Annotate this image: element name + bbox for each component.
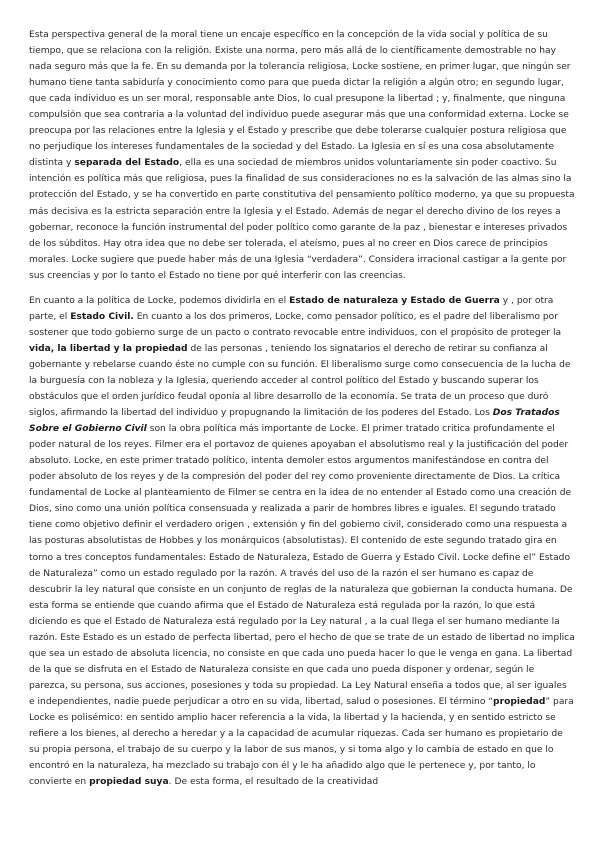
paragraph-religion-tolerance <box>29 27 575 284</box>
paragraph-text: y , por otra parte, el <box>29 295 554 322</box>
paragraph-text: En cuanto a la política de Locke, podemos dividirla en el <box>29 295 290 306</box>
paragraph-locke-politics <box>29 293 575 790</box>
emphasized-text: propiedad <box>493 696 546 707</box>
paragraph-text: En cuanto a los dos primeros, Locke, como pensador político, es el padre del liberalismo por sostener que todo gobierno surge de un pacto o contrato revocable entre individuos, con el propósito de proteger la <box>29 311 562 338</box>
emphasized-text: separada del Estado <box>74 158 180 169</box>
emphasized-text: Estado Civil. <box>70 311 134 322</box>
paragraph-text: son la obra política más importante de Locke. El primer tratado critica profundamente el poder natural de los reyes. Filmer era el portavoz de quienes apoyaban el absolutismo real y la justificación del poder absoluto. Locke, en este primer tratado político, intenta demoler estos argumentos manifestándose en contra del poder absoluto de los reyes y de la compresión del poder del rey como proveniente directamente de Dios. La crítica fundamental de Locke al planteamiento de Filmer se centra en la idea de no entender al Estado como una creación de Dios, sino como una unión política consensuada y realizada a parir de hombres libres e iguales. El segundo tratado tiene como objetivo definir el verdadero origen , extensión y fin del gobierno civil, considerado como una respuesta a las posturas absolutistas de Hobbes y los monárquicos (absolutistas). El contenido de este segundo tratado gira en torno a tres conceptos fundamentales: Estado de Naturaleza, Estado de Guerra y Estado Civil. Locke define el” Estado de Naturaleza” como un estado regulado por la razón. A través del uso de la razón el ser humano es capaz de descubrir la ley natural que consiste en un conjunto de reglas de la naturaleza que gobiernan la conducta humana. De esta forma se entiende que cuando afirma que el Estado de Naturaleza está regulada por la razón, lo que está diciendo es que el Estado de Naturaleza está regulado por la Ley natural , a la cual llega el ser humano mediante la razón. Este Estado es un estado de perfecta libertad, pero el hecho de que se trate de un estado de libertad no implica que sea un estado de absoluta licencia, no consiste en que cada uno pueda hacer lo que le venga en gana. La libertad de la que se disfruta en el Estado de Naturaleza consiste en que cada uno pueda disponer y ordenar, según le parezca, su persona, sus acciones, posesiones y toda su propiedad. La Ley Natural enseña a todos que, al ser iguales e independientes, nadie puede perjudicar a otro en su vida, libertad, salud o posesiones. El término “ <box>29 424 575 707</box>
paragraph-text: Esta perspectiva general de la moral tiene un encaje específico en la concepción de la vida social y política de su tiempo, que se relaciona con la religión. Existe una norma, pero más allá de lo científicamente demostrable no hay nada seguro más que la fe. En su demanda por la tolerancia religiosa, Locke sostiene, en primer lugar, que ningún ser humano tiene tanta sabiduría y conocimiento como para que pueda dictar la religión a algún otro; en segundo lugar, que cada individuo es un ser moral, responsable ante Dios, lo cual presupone la libertad ; y, finalmente, que ninguna compulsión que sea contraria a la voluntad del individuo puede asegurar más que una conformidad externa. Locke se preocupa por las relaciones entre la Iglesia y el Estado y prescribe que debe tolerarse cualquier postura religiosa que no perjudique los intereses fundamentales de la sociedad y del Estado. La Iglesia en sí es una cosa absolutamente distinta y <box>29 30 571 169</box>
emphasized-text: propiedad suya <box>89 777 169 788</box>
paragraph-text: . De esta forma, el resultado de la creatividad <box>168 777 379 788</box>
paragraph-text: ” para Locke es polisémico: en sentido amplio hacer referencia a la vida, la libertad y la hacienda, y en sentido estricto se refiere a los bienes, al derecho a heredar y a la capacidad de acumular riquezas. Cada ser humano es propietario de su propia persona, el trabajo de su cuerpo y la labor de sus manos, y si toma algo y lo cambia de estado en que lo encontró en la naturaleza, ha mezclado su trabajo con él y le ha añadido algo que le pertenece y, por tanto, lo convierte en <box>29 696 574 788</box>
emphasized-text: Dos Tratados Sobre el Gobierno Civil <box>29 408 560 435</box>
emphasized-text: vida, la libertad y la propiedad <box>29 343 188 354</box>
document-page <box>29 27 575 790</box>
paragraph-text: de las personas , teniendo los signatarios el derecho de retirar su confianza al gobernante y rebelarse cuando éste no cumple con su función. El liberalismo surge como consecuencia de la lucha de la burguesía con la nobleza y la Iglesia, queriendo acceder al control político del Estado y buscando superar los obstáculos que el orden jurídico feudal oponía al libre desarrollo de la economía. Se trata de un proceso que duró siglos, afirmando la libertad del individuo y propugnando la limitación de los poderes del Estado. Los <box>29 343 571 419</box>
paragraph-text: , ella es una sociedad de miembros unidos voluntariamente sin poder coactivo. Su intención es política más que religiosa, pues la finalidad de sus consideraciones no es la salvación de las almas sino la protección del Estado, y se ha convertido en parte constitutiva del pensamiento político moderno, ya que su propuesta más decisiva es la estricta separación entre la Iglesia y el Estado. Además de negar el derecho divino de los reyes a gobernar, reconoce la función instrumental del poder político como garante de la paz , bienestar e intereses privados de los súbditos. Hay otra idea que no debe ser tolerada, el ateísmo, pues al no creer en Dios carece de principios morales. Locke sugiere que puede haber más de una Iglesia “verdadera”. Considera irracional castigar a la gente por sus creencias y por lo tanto el Estado no tiene por qué interferir con las creencias. <box>29 158 575 281</box>
emphasized-text: Estado de naturaleza y Estado de Guerra <box>289 295 500 306</box>
